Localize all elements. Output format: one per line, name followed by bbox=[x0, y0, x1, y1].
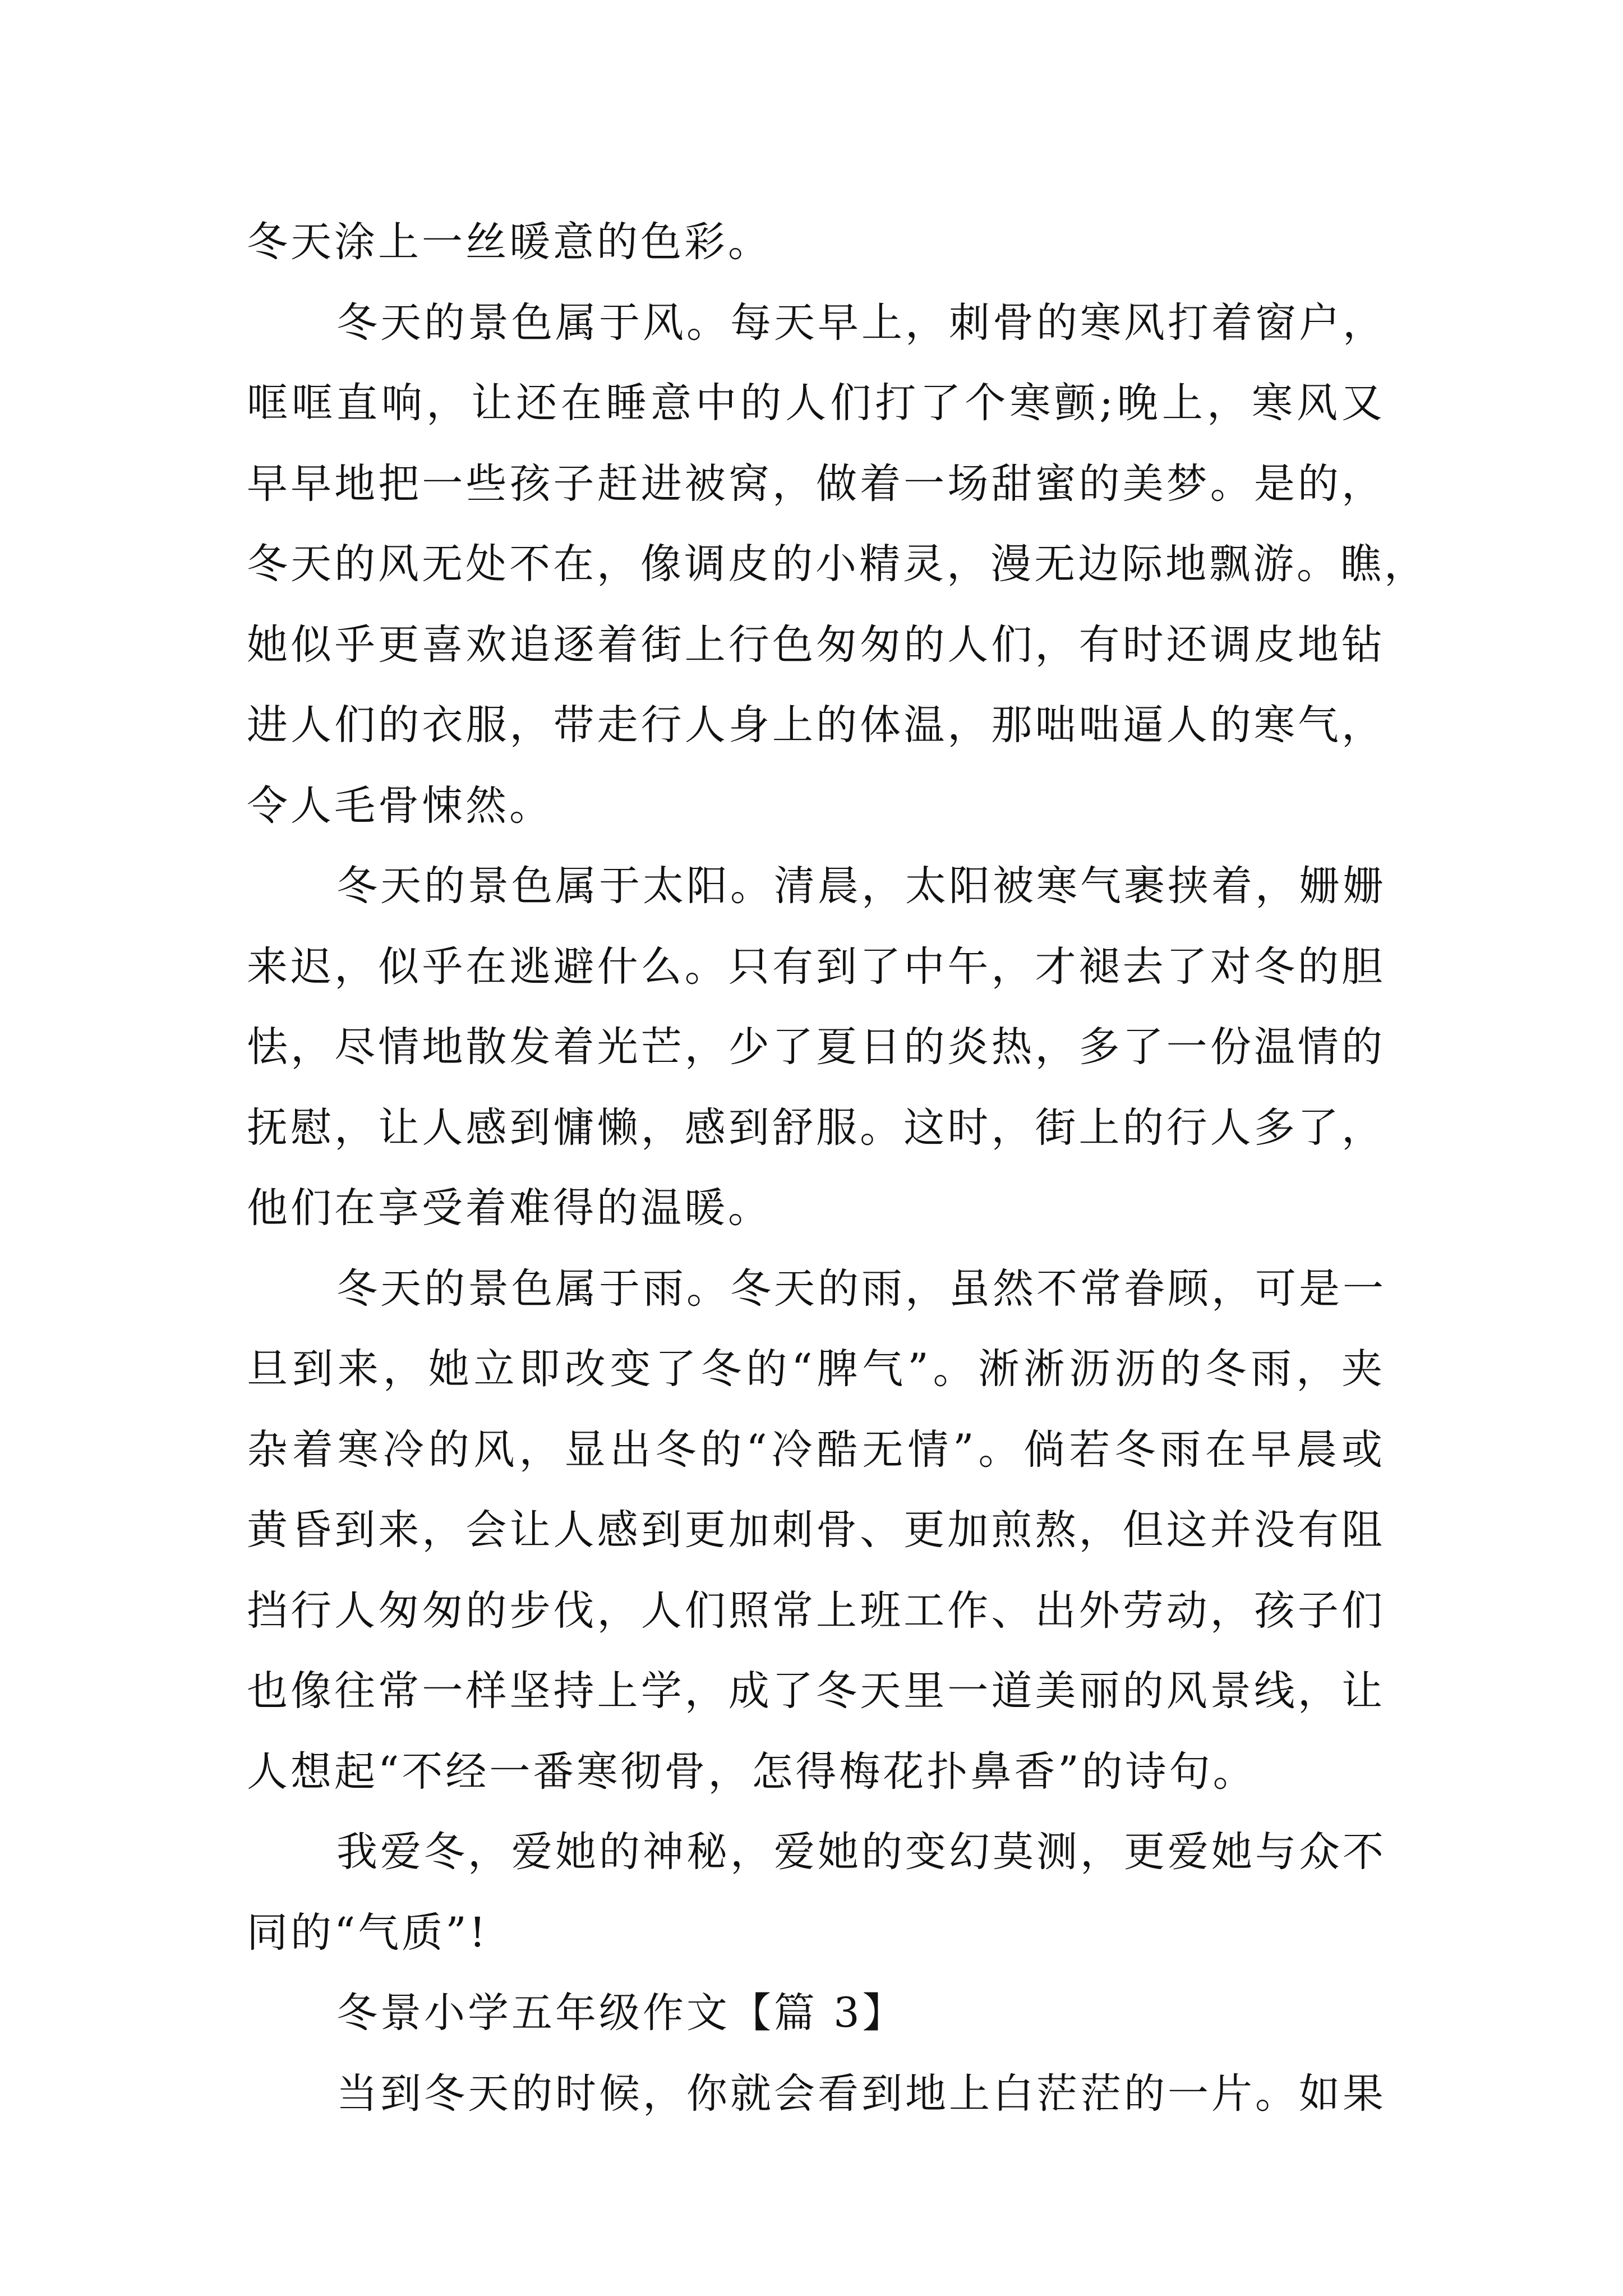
text-line: 我爱冬，爱她的神秘，爱她的变幻莫测，更爱她与众不 bbox=[336, 1828, 1386, 1876]
text-line: 进人们的衣服，带走行人身上的体温，那咄咄逼人的寒气， bbox=[247, 701, 1385, 749]
text-line: 旦到来，她立即改变了冬的“脾气”。淅淅沥沥的冬雨，夹 bbox=[247, 1345, 1385, 1393]
text-line: 令人毛骨悚然。 bbox=[247, 781, 553, 830]
text-line: 怯，尽情地散发着光芒，少了夏日的炎热，多了一份温情的 bbox=[247, 1023, 1385, 1071]
document-page bbox=[247, 202, 1428, 2165]
text-line: 冬天的景色属于雨。冬天的雨，虽然不常眷顾，可是一 bbox=[336, 1264, 1386, 1313]
text-line: 来迟，似乎在逃避什么。只有到了中午，才褪去了对冬的胆 bbox=[247, 942, 1385, 991]
text-line: 同的“气质”! bbox=[247, 1908, 488, 1957]
text-line: 冬天的风无处不在，像调皮的小精灵，漫无边际地飘游。瞧， bbox=[247, 540, 1428, 588]
text-line: 也像往常一样坚持上学，成了冬天里一道美丽的风景线，让 bbox=[247, 1667, 1385, 1715]
text-line: 当到冬天的时候，你就会看到地上白茫茫的一片。如果 bbox=[336, 2069, 1386, 2118]
text-line: 挡行人匆匆的步伐，人们照常上班工作、出外劳动，孩子们 bbox=[247, 1586, 1385, 1635]
text-line: 冬天涂上一丝暖意的色彩。 bbox=[247, 218, 772, 266]
text-line: 抚慰，让人感到慵懒，感到舒服。这时，街上的行人多了， bbox=[247, 1103, 1385, 1152]
text-line: 人想起“不经一番寒彻骨，怎得梅花扑鼻香”的诗句。 bbox=[247, 1747, 1257, 1796]
text-line: 早早地把一些孩子赶进被窝，做着一场甜蜜的美梦。是的， bbox=[247, 459, 1385, 508]
section-heading: 冬景小学五年级作文【篇 3】 bbox=[336, 1989, 906, 2037]
text-line: 她似乎更喜欢追逐着街上行色匆匆的人们，有时还调皮地钻 bbox=[247, 620, 1385, 669]
text-line: 他们在享受着难得的温暖。 bbox=[247, 1184, 772, 1232]
text-line: 哐哐直响，让还在睡意中的人们打了个寒颤;晚上，寒风又 bbox=[247, 379, 1385, 427]
text-line: 冬天的景色属于风。每天早上，刺骨的寒风打着窗户， bbox=[336, 298, 1386, 347]
text-line: 杂着寒冷的风，显出冬的“冷酷无情”。倘若冬雨在早晨或 bbox=[247, 1425, 1385, 1474]
text-line: 黄昏到来，会让人感到更加刺骨、更加煎熬，但这并没有阻 bbox=[247, 1506, 1385, 1554]
text-line: 冬天的景色属于太阳。清晨，太阳被寒气裹挟着，姗姗 bbox=[336, 862, 1386, 910]
